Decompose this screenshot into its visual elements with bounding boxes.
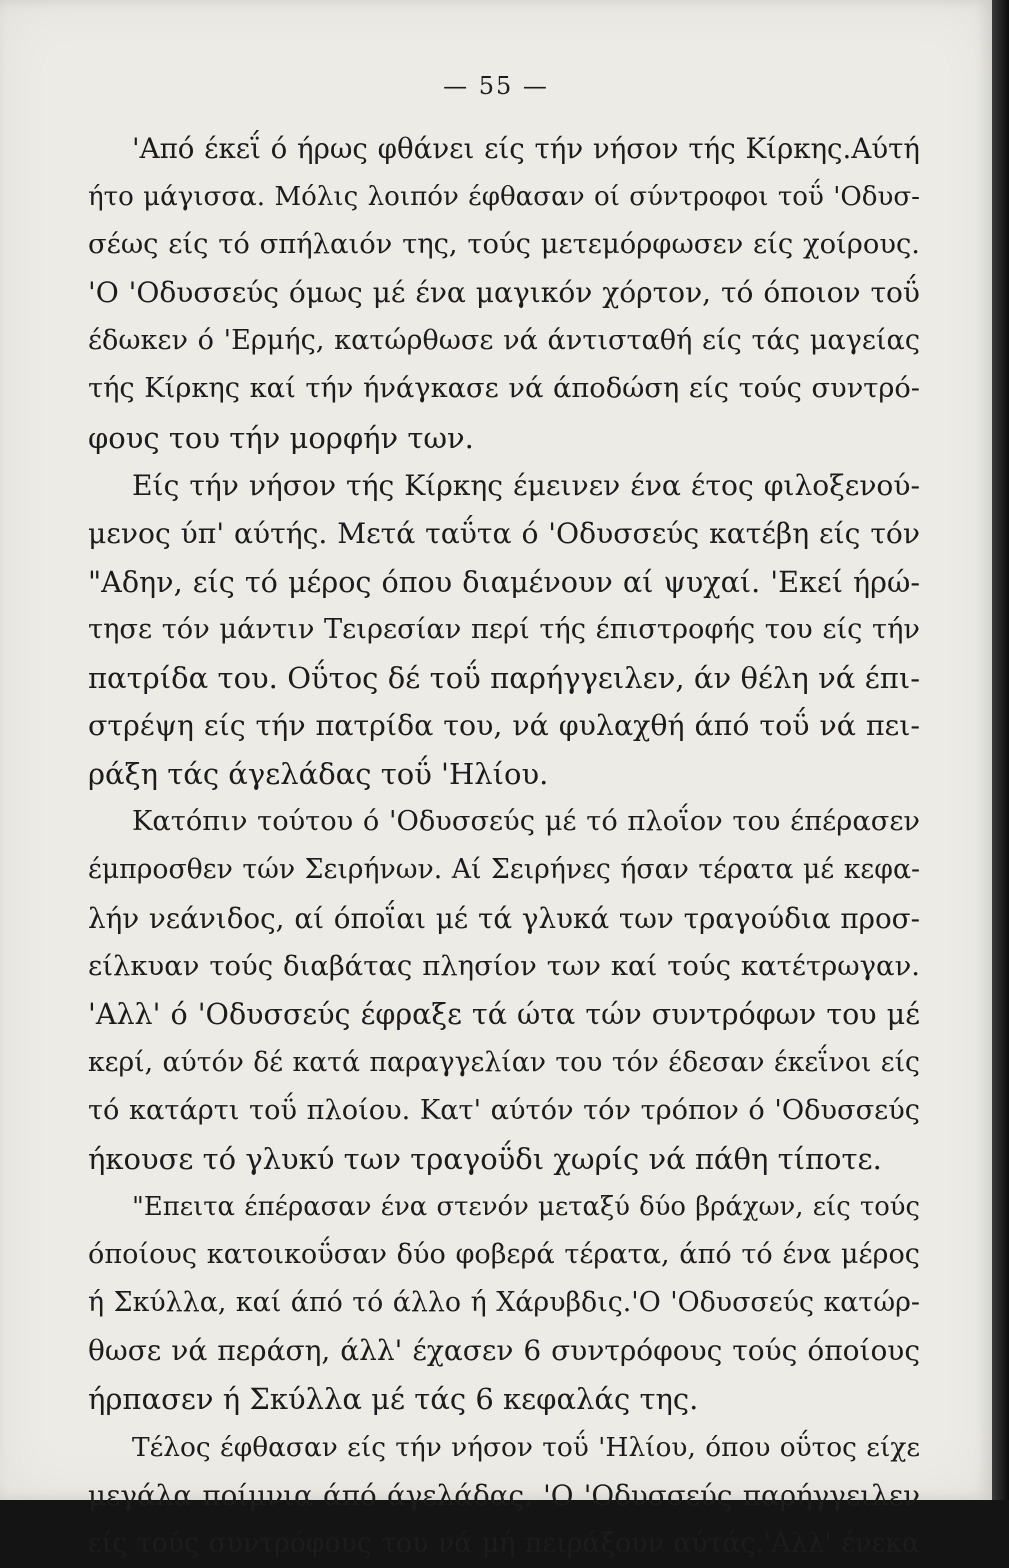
text-line: είς τούς συντρόφους του νά μή πειράξουν αύτάς.'Αλλ' ένεκα [88, 1527, 920, 1559]
text-line: τό κατάρτι τοΰ πλοίου. Κατ' αύτόν τόν τρόπον ό 'Οδυσσεύς [88, 1094, 920, 1126]
text-line: είλκυαν τούς διαβάτας πλησίον των καί τούς κατέτρωγαν. [88, 950, 920, 982]
text-line: Κατόπιν τούτου ό 'Οδυσσεύς μέ τό πλοΐον του έπέρασεν [132, 806, 920, 838]
text-line: 'Από έκεΐ ό ήρως φθάνει είς τήν νήσον τής Κίρκης.Αύτή [132, 132, 920, 165]
text-line: 'Ο 'Οδυσσεύς όμως μέ ένα μαγικόν χόρτον, τό όποιον τοΰ [88, 276, 920, 310]
text-line: "Αδην, είς τό μέρος όπου διαμένουν αί ψυχαί. 'Εκεί ήρώ- [88, 564, 920, 599]
text-line: λήν νεάνιδος, αί όποΐαι μέ τά γλυκά των τραγούδια προσ- [88, 901, 920, 935]
text-line: τησε τόν μάντιν Τειρεσίαν περί τής έπιστροφής του είς τήν [88, 613, 920, 645]
page-edge-shadow [992, 0, 1009, 1500]
text-line: ήρπασεν ή Σκύλλα μέ τάς 6 κεφαλάς της. [88, 1382, 699, 1417]
text-line: πατρίδα του. Οΰτος δέ τοΰ παρήγγειλεν, άν θέλη νά έπι- [88, 661, 920, 696]
text-line: "Επειτα έπέρασαν ένα στενόν μεταξύ δύο βράχων, είς τούς [132, 1192, 920, 1223]
text-line: θωσε νά περάση, άλλ' έχασεν 6 συντρόφους τούς όποίους [88, 1334, 920, 1368]
text-line: μεγάλα ποίμνια άπό άγελάδας. 'Ο 'Οδυσσεύς παρήγγειλεν [88, 1478, 920, 1512]
text-line: στρέψη είς τήν πατρίδα του, νά φυλαχθή άπό τοΰ νά πει- [88, 709, 920, 743]
text-line: σέως είς τό σπήλαιόν της, τούς μετεμόρφωσεν είς χοίρους. [88, 229, 920, 261]
text-line: ήκουσε τό γλυκύ των τραγοΰδι χωρίς νά πάθη τίποτε. [88, 1141, 882, 1176]
text-line: έμπροσθεν τών Σειρήνων. Αί Σειρήνες ήσαν τέρατα μέ κεφα- [88, 854, 920, 886]
text-line: 'Αλλ' ό 'Οδυσσεύς έφραξε τά ώτα τών συντρόφων του μέ [88, 997, 920, 1031]
text-line: τής Κίρκης καί τήν ήνάγκασε νά άποδώση είς τούς συντρό- [88, 373, 920, 405]
text-line: μενος ύπ' αύτής. Μετά ταΰτα ό 'Οδυσσεύς κατέβη είς τόν [88, 516, 920, 550]
text-line: έδωκεν ό 'Ερμής, κατώρθωσε νά άντισταθή είς τάς μαγείας [88, 325, 920, 357]
text-line: ήτο μάγισσα. Μόλις λοιπόν έφθασαν οί σύντροφοι τοΰ 'Οδυσ- [88, 182, 920, 213]
text-line: όποίους κατοικοΰσαν δύο φοβερά τέρατα, άπό τό ένα μέρος [88, 1239, 920, 1271]
text-line: ράξη τάς άγελάδας τοΰ 'Ηλίου. [88, 757, 549, 792]
text-line: φους του τήν μορφήν των. [88, 420, 474, 455]
text-line: Τέλος έφθασαν είς τήν νήσον τοΰ 'Ηλίου, όπου οΰτος είχε [132, 1431, 920, 1463]
text-line: Είς τήν νήσον τής Κίρκης έμεινεν ένα έτος φιλοξενού- [132, 468, 920, 502]
page-number: — 55 — [443, 72, 549, 100]
text-line: ή Σκύλλα, καί άπό τό άλλο ή Χάρυβδις.'Ο 'Οδυσσεύς κατώρ- [88, 1287, 920, 1319]
body-text [88, 125, 920, 1568]
text-line: κερί, αύτόν δέ κατά παραγγελίαν του τόν έδεσαν έκεΐνοι είς [88, 1046, 920, 1078]
